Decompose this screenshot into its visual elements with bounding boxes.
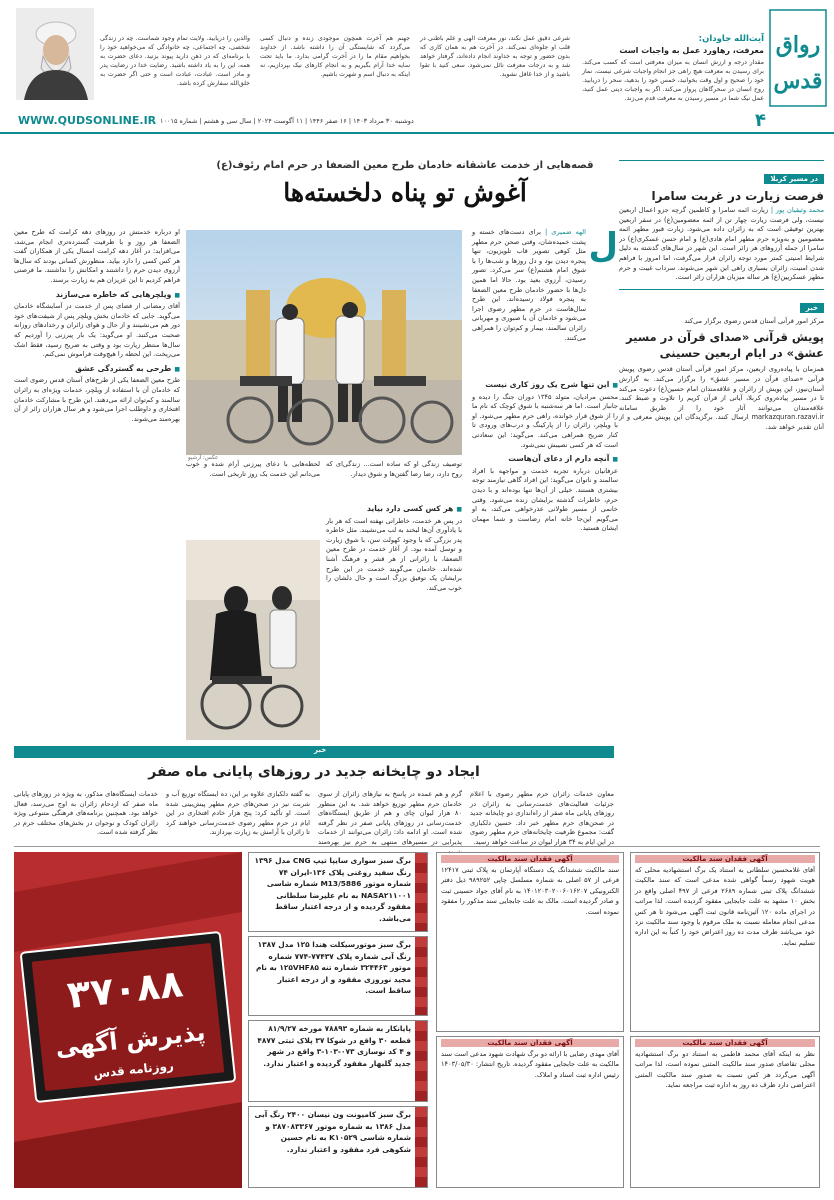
feature-body-a: او درباره خدمتش در روزهای دهه کرامت که طرح معین الضعفا هر روز و با ظرفیت گسترده‌تری انجام می‌شد، می‌افزاید: در آغاز دهه کرامت امسال یکی از همکاران گفت هر کس کسی را دارد بیاید. منظورش کسانی بودند که سال‌ها آرزوی دیدن حرم را داشتند و امکانش را نداشتند. ما فرصتی فراهم کردیم تا این عزیزان هم به زیارت برسند.	[14, 228, 180, 284]
subhead-prayers: ■ آنچه دارم از دعای آن‌هاست	[472, 454, 618, 465]
ad-lost-3[interactable]	[248, 1020, 428, 1102]
feature-body-b: در پس هر خدمت، خاطراتی نهفته است که هر بار با یادآوری آن‌ها لبخند به لب می‌نشیند. مثل خاطره پدر بزرگی که با وجود کهولت سن، با شوق زیارت و توسل آمده بود. از آغاز خدمت در طرح معین الضعفا، با زائرانی از هر قشر و فرهنگ آشنا شده‌اند. خادمان می‌گویند خدمت در این طرح برایشان یک توفیق بزرگ است و حال دلشان را خوب می‌کند.	[326, 516, 462, 592]
bottom-col-4: خدمات ایستگاه‌های مذکور، به ویژه در روزهای پایانی ماه صفر که ازدحام زائران به اوج می‌رسد، فعال خواهد بود. همچنین برنامه‌های فرهنگی متنوعی ویژه زائران کودک و نوجوان در بخش‌های مختلف حرم در نظر گرفته شده است.	[14, 790, 158, 837]
subhead-memories: ■ ویلچرهایی که خاطره می‌سازند	[14, 290, 180, 301]
pilgrim-wheelchair-illustration	[186, 540, 320, 740]
portrait-illustration	[16, 8, 94, 100]
ad-notice-3-title: آگهی فقدان سند مالکیت	[635, 1039, 815, 1047]
bottom-story-headline: ایجاد دو چایخانه جدید در روزهای پایانی ماه صفر	[148, 764, 480, 780]
ad-notice-1[interactable]	[630, 852, 820, 1032]
svg-text:قدس: قدس	[773, 68, 823, 94]
feature-headline: آغوش تو پناه دلخسته‌ها	[283, 178, 527, 207]
ad-ribbon	[415, 1021, 427, 1101]
ads-divider	[14, 846, 820, 847]
shrine-wheelchair-illustration	[186, 230, 462, 455]
classified-ads	[248, 852, 820, 1188]
story-body-quran: همزمان با پیاده‌روی اربعین، مرکز امور قرآنی آستان قدس رضوی پویش قرآنی «صدای قرآن در مسیر عشق» را برگزار می‌کند. به گزارش آستان‌نیوز، این پویش از زائران و علاقه‌مندان امام حسین(ع) دعوت می‌کند تا در مسیر پیاده‌روی کربلا، آیاتی از قرآن کریم را تلاوت و ضبط کنند. علاقه‌مندان می‌توانند آثار خود را از طریق سامانه markazquran.razavi.ir ارسال کنند. برگزیدگان این پویش معرفی و از آنان تقدیر خواهد شد.	[619, 365, 824, 431]
feature-photo	[186, 230, 462, 455]
ad-acceptance-promo[interactable]	[14, 852, 242, 1188]
subhead-workday: ■ این تنها شرح یک روز کاری نیست	[472, 380, 618, 391]
ad-notice-4[interactable]	[436, 1036, 624, 1188]
promo-heading: پذیرش آگهی	[54, 1018, 207, 1062]
feature-body-a3: طرح معین الضعفا یکی از طرح‌های آستان قدس رضوی است که خادمان آن با استفاده از ویلچر، خدمات ویژه‌ای به زائران سالمند و کم‌توان ارائه می‌دهند. این طرح با مشارکت خادمان افتخاری و داوطلب اجرا می‌شود و هر سال هزاران زائر از آن بهره‌مند می‌شوند.	[14, 376, 180, 423]
quote-body: مقدار درجه و ارزش انسان به میزان معرفتی است که کسب می‌کند. برای رسیدن به معرفت هیچ راهی جز انجام واجبات شرعی نیست. نماز خود را صحیح و اول وقت بخوانید، خمس خود را بدهید، سحر را دریابید. روح انسان در سحرگاهان پرواز می‌کند. اگر به واجبات دینی عمل کنید، عمل نیک شما در مسیر رسیدن به معرفت قدم می‌زند.	[582, 59, 764, 102]
news-band-label: خبر	[314, 746, 327, 754]
promo-graphic	[14, 852, 242, 1188]
quote-subtitle: معرفت، رهاورد عمل به واجبات است	[619, 46, 764, 55]
ad-notice-3[interactable]	[630, 1036, 820, 1188]
page-number: ۴	[755, 110, 766, 131]
bottom-col-2: گرم و هم عمده در پاسخ به نیازهای زائران از سوی خادمان حرم مطهر توزیع خواهد شد. به این منظور ۸۰ هزار لیوان چای و هم از طریق ایستگاه‌های خدمت‌رسانی در روزهای پایانی صفر در نظر گرفته شده است. او ادامه داد: زائران می‌توانند از خدمات پذیرایی در مسیرهای منتهی به حرم نیز بهره‌مند	[318, 790, 462, 846]
top-quote-box	[582, 34, 764, 103]
site-url-link[interactable]: WWW.QUDSONLINE.IR	[18, 114, 157, 127]
ad-notice-2-body: سند مالکیت ششدانگ یک دستگاه آپارتمان به پلاک ثبتی ۱۲۴۱۷ فرعی از ۵۷ اصلی به شماره مسلسل چاپی ۹۸۹۲۵۲ ذیل دفتر الکترونیکی ۱۴۰۱۲۰۳۰۲۰۰۶۰۱۶۲۰۷ به نام آقای جواد حسینی ثبت و صادر گردیده است. مالک به علت جابجایی سند مذکور را مفقود نموده است.	[441, 866, 619, 916]
newspaper-logo	[768, 8, 828, 108]
section-tag-news: خبر	[800, 303, 824, 313]
ad-notice-4-body: آقای مهدی رضایی با ارائه دو برگ شهادت شهود مدعی است سند مالکیت به علت جابجایی مفقود گردیده. تاریخ انتشار: ۱۴۰۳/۰۵/۳۰ رئیس اداره ثبت اسناد و املاک.	[441, 1050, 619, 1079]
ad-ribbon	[415, 853, 427, 931]
bottom-col-1: معاون خدمات زائران حرم مطهر رضوی با اعلام جزئیات فعالیت‌های خدمت‌رسانی به زائران در روزهای پایانی ماه صفر از راه‌اندازی دو چایخانه جدید در صحن‌های حرم مطهر خبر داد. حسین دلکبازی گفت: مجموع ظرفیت چایخانه‌های حرم مطهر رضوی در این ایام به ۳۴ هزار لیوان در ساعت خواهد رسید.	[470, 790, 614, 846]
ad-lost-4-body: برگ سبز کامیونت ون نیسان ۲۴۰۰ رنگ آبی مدل ۱۳۸۶ به شماره موتور ۳۸۷۰۸۳۳۶۷ و شماره شاسی K۱۰۵۲۹ به نام حسین شکوهی فرد مفقود و اعتبار ندارد.	[254, 1110, 411, 1154]
ad-lost-1[interactable]	[248, 852, 428, 932]
subhead-everyone: ■ هر کس کسی دارد بیاید	[326, 504, 462, 515]
story-body-samarra: زیارت ائمه سامرا و کاظمین گرچه جزو اعمال اربعین نیست، ولی فرصت زیارت چهار تن از ائمه معصومین(ع) در سفر اربعین بهترین توفیقی است که به زائران داده می‌شود. زیارت قبور مطهر ائمه معصومین و به‌ویژه حرم مطهر امام هادی(ع) و امام حسن عسکری(ع) در سامرا از جمله آرزوهای هر زائر است. این شهر در سال‌های گذشته به دلیل شرایط امنیتی کمتر مورد توجه زائران قرار می‌گرفت، اما امروز با فراهم شدن امنیت، زائران بسیاری راهی این شهر می‌شوند. سرداب غیبت و حرم مطهر عسکریین(ع) هر ساله میزبان هزاران زائر است.	[619, 206, 824, 282]
feature-col-middle	[326, 500, 462, 593]
feature-body-1: محسن مرادیان، متولد ۱۳۴۵ دوران جنگ را دیده و جانباز است. اما هر سه‌شنبه با شوق کوچک که نام ما را از شوق قرار خوانده، راهی حرم مطهر می‌شود. او با ویلچر، زائران را از پارکینگ و درب‌های ورودی تا کنار ضریح همراهی می‌کند. می‌گوید: این سعادتی است که هر کسی نصیبش نمی‌شود.	[472, 392, 618, 449]
bottom-story-body	[14, 790, 614, 857]
quote-author: آیت‌الله جاودان:	[698, 34, 764, 44]
ad-ribbon	[415, 1107, 427, 1187]
ad-lost-4[interactable]	[248, 1106, 428, 1188]
story-kicker: مرکز امور قرآنی آستان قدس رضوی برگزار می‌کند	[684, 316, 824, 325]
feature-body-a2: آقای رمضانی از فضای پس از خدمت در آسایشگاه خادمان می‌گوید. جایی که خادمان بخش ویلچر پس از شیفت‌های خود دور هم می‌نشینند و از حال و هوای زائران و رخدادهای روزانه صحبت می‌کنند. او می‌گوید: یک بار پیرزنی را آوردیم که سال‌ها منتظر زیارت بود و وقتی به ضریح رسید، فقط اشک می‌ریخت. این لحظه را هیچ‌وقت فراموش نمی‌کنم.	[14, 302, 180, 359]
promo-phone-number: ۳۷۰۸۸	[65, 961, 186, 1018]
ad-lost-2-body: برگ سبز موتورسیکلت هندا ۱۲۵ مدل ۱۳۸۷ رنگ آبی شماره پلاک ۷۷۴۳۷-۷۷۴ شماره موتور ۳۲۴۴۶۳ شماره تنه ۱۲۵VHF۸۵ به نام مجید نوروزی مفقود و از درجه اعتبار ساقط است.	[255, 940, 411, 995]
ad-notice-3-body: نظر به اینکه آقای محمد فاطمی به استناد دو برگ استشهادیه محلی تقاضای صدور سند مالکیت المثنی نموده است، لذا مراتب آگهی می‌گردد هر کس نسبت به صدور سند مالکیت المثنی اعتراضی دارد ظرف ده روز به اداره ثبت مراجعه نماید.	[635, 1050, 815, 1090]
right-column	[619, 160, 824, 433]
ad-notice-1-title: آگهی فقدان سند مالکیت	[635, 855, 815, 863]
bottom-col-3: به گفته دلکبازی علاوه بر این، ده ایستگاه توزیع آب و شربت نیز در صحن‌های حرم مطهر پیش‌بینی شده است. او تأکید کرد: پنج هزار خادم افتخاری در این ایام در حرم مطهر رضوی خدمت‌رسانی خواهند کرد تا زائران با آرامش به زیارت بپردازند.	[166, 790, 310, 837]
ad-lost-2[interactable]	[248, 936, 428, 1016]
feature-byline: الهه ضمیری |	[545, 228, 586, 236]
ad-notice-2-title: آگهی فقدان سند مالکیت	[441, 855, 619, 863]
section-rule-2	[619, 289, 824, 290]
issue-date-line: دوشنبه ۳۰ مرداد ۱۴۰۳ | ۱۶ صفر ۱۴۴۶ | ۱۱ آگوست ۲۰۲۴ | سال سی و هشتم | شماره ۱۰۰۱۵	[160, 117, 414, 125]
logo-mark	[768, 8, 828, 108]
promo-subheading: روزنامه قدس	[92, 1058, 175, 1081]
feature-col-left	[14, 228, 180, 424]
story-byline: محمد وثیقیان پور |	[770, 206, 824, 214]
drop-cap-letter: ل	[588, 226, 618, 266]
secondary-photo	[186, 540, 320, 740]
quote-col-4: شرعی دقیق عمل نکند، نور معرفت الهی و علم باطنی در قلب او جلوه‌ای نمی‌کند. در آخرت هم به همان کاری که بدون حضور و توجه به خداوند انجام داده‌اند، گرفتار خواهد شد و به درجات معرفت نائل نمی‌شود. سعی کنید با تقوا باشید و از خدا غافل نشوید.	[420, 35, 570, 78]
ad-ribbon	[415, 937, 427, 1015]
section-tag-karbala: در مسیر کربلا	[764, 174, 824, 184]
svg-text:رواق: رواق	[775, 32, 821, 58]
feature-supertitle: قصه‌هایی از خدمت عاشقانه خادمان طرح معین الضعفا در حرم امام رئوف(ع)	[216, 160, 594, 171]
story-title-samarra: فرصت زیارت در غربت سامرا	[651, 189, 824, 203]
author-portrait	[16, 8, 94, 100]
quote-col-2: والدین را دریابید. ولایت تمام وجود شماست. چه در زندگی شخصی، چه اجتماعی، چه خانوادگی که می‌خواهید خود را با برنامه‌ای که در ذهن دارید پیوند بزنید. دعای حضرت به همه، این را به یاد داشته باشید. رضایت خدا در رضایت پدر و مادر است. عبادت، عبادت است و حتی اگر حضرت به خلق‌الله سفارش کرده باشد.	[100, 35, 250, 87]
ad-lost-1-body: برگ سبز سواری سایپا تیپ CNG مدل ۱۳۹۶ رنگ سفید روغنی پلاک ۱۳۶-ایران ۷۴ شماره موتور M13/5886 شماره شاسی NASA۲۱۱۰۰۱ به نام علیرضا سلطانی مفقود گردیده و از درجه اعتبار ساقط می‌باشد.	[254, 856, 411, 923]
subhead-scope: ■ طرحی به گستردگی عشق	[14, 364, 180, 375]
news-band	[14, 746, 614, 758]
feature-lead-text: برای دست‌های خسته و پشت خمیده‌شان، وقتی صحن حرم مطهر مثل کوهی تصویر قاب تلویزیون، تنها پنجره دیدن بود و دل روزها و شب‌ها را با شوق امام هشتم(ع) سر می‌کرد. تصور رسیدن، آرزوی بعید بود. حالا اما همین دل‌ها با حضور خادمان طرح معین الضعفا به پنجره فولاد رسیده‌اند. این طرح سال‌هاست در حرم مطهر رضوی اجرا می‌شود و خادمان آن با صبوری و مهربانی زائران سالمند، بیمار و کم‌توان را همراهی می‌کنند.	[472, 228, 586, 342]
ad-notice-1-body: آقای غلامحسین سلطانی به استناد یک برگ استشهادیه محلی که هویت شهود رسماً گواهی شده مدعی است که سند مالکیت ششدانگ پلاک ثبتی شماره ۲۶۸۹ فرعی از ۴۹۷ اصلی واقع در بخش ۱۰ مشهد به علت جابجایی مفقود گردیده است. لذا مراتب در اجرای ماده ۱۲۰ آئین‌نامه قانون ثبت آگهی می‌شود تا هر کس مدعی انجام معامله نسبت به ملک مرقوم یا وجود سند مالکیت نزد خود می‌باشد ظرف مدت ده روز اعتراض خود را کتباً به این اداره تسلیم نماید.	[635, 866, 815, 947]
photo-credit: عکس: آرشیو	[188, 455, 219, 461]
under-photo-text-left: لحظه‌هایی با دعای پیرزنی آرام شده و خوب می‌دانم این خدمت یک روز تاریخی است.	[186, 460, 320, 478]
quran-campaign-box	[619, 289, 824, 433]
ad-lost-3-body: پایانکار به شماره ۷۸۸۹۳ مورخه ۸۱/۹/۲۷ قطعه ۳۰ واقع در شوکا ۳۷ پلاک ثبتی ۴۸۷۷ و ۴ کد نوسازی ۰۷۳-۱۰۳-۳ واقع در شهر جدید گلبهار مفقود گردیده و اعتبار ندارد.	[257, 1024, 411, 1068]
feature-body-5: عرفانیان درباره تجربه خدمت و مواجهه با افراد سالمند و ناتوان می‌گوید: این افراد گاهی نیازمند توجه بیشتری هستند. خیلی از آن‌ها تنها بوده‌اند و با دیدن حرم، خاطرات گذشته برایشان زنده می‌شود. وقتی خانمی از مسیر طولانی عذرخواهی می‌کند، به او می‌گویم این‌جا خانه امام رضاست و شما مهمان ایشان هستید.	[472, 466, 618, 533]
quote-col-3: جهنم هم آخرت همچون موجودی زنده و دنبال کسی می‌گردد که شایستگی آن را داشته باشد. از خداوند بخواهیم مقام ما را در آخرت گرامی بدارد. ما باید تحت سایه خدا آرام بگیریم و به انجام کارهای نیک بپردازیم، نه اینکه به دنبال اسم و شهرت باشیم.	[260, 35, 410, 78]
feature-col-right	[472, 376, 618, 534]
under-photo-text-right: توصیف زندگی او که ساده است... زندگی‌ای که روح دارد، رضا رضا گفتن‌ها و شوق دیدار.	[326, 460, 462, 478]
quote-continuation	[100, 34, 570, 88]
ad-notice-4-title: آگهی فقدان سند مالکیت	[441, 1039, 619, 1047]
feature-lead	[472, 228, 618, 343]
story-title-quran: پویش قرآنی «صدای قرآن در مسیر عشق» در ایام اربعین حسینی	[626, 330, 824, 361]
ad-notice-2[interactable]	[436, 852, 624, 1032]
section-rule	[619, 160, 824, 161]
